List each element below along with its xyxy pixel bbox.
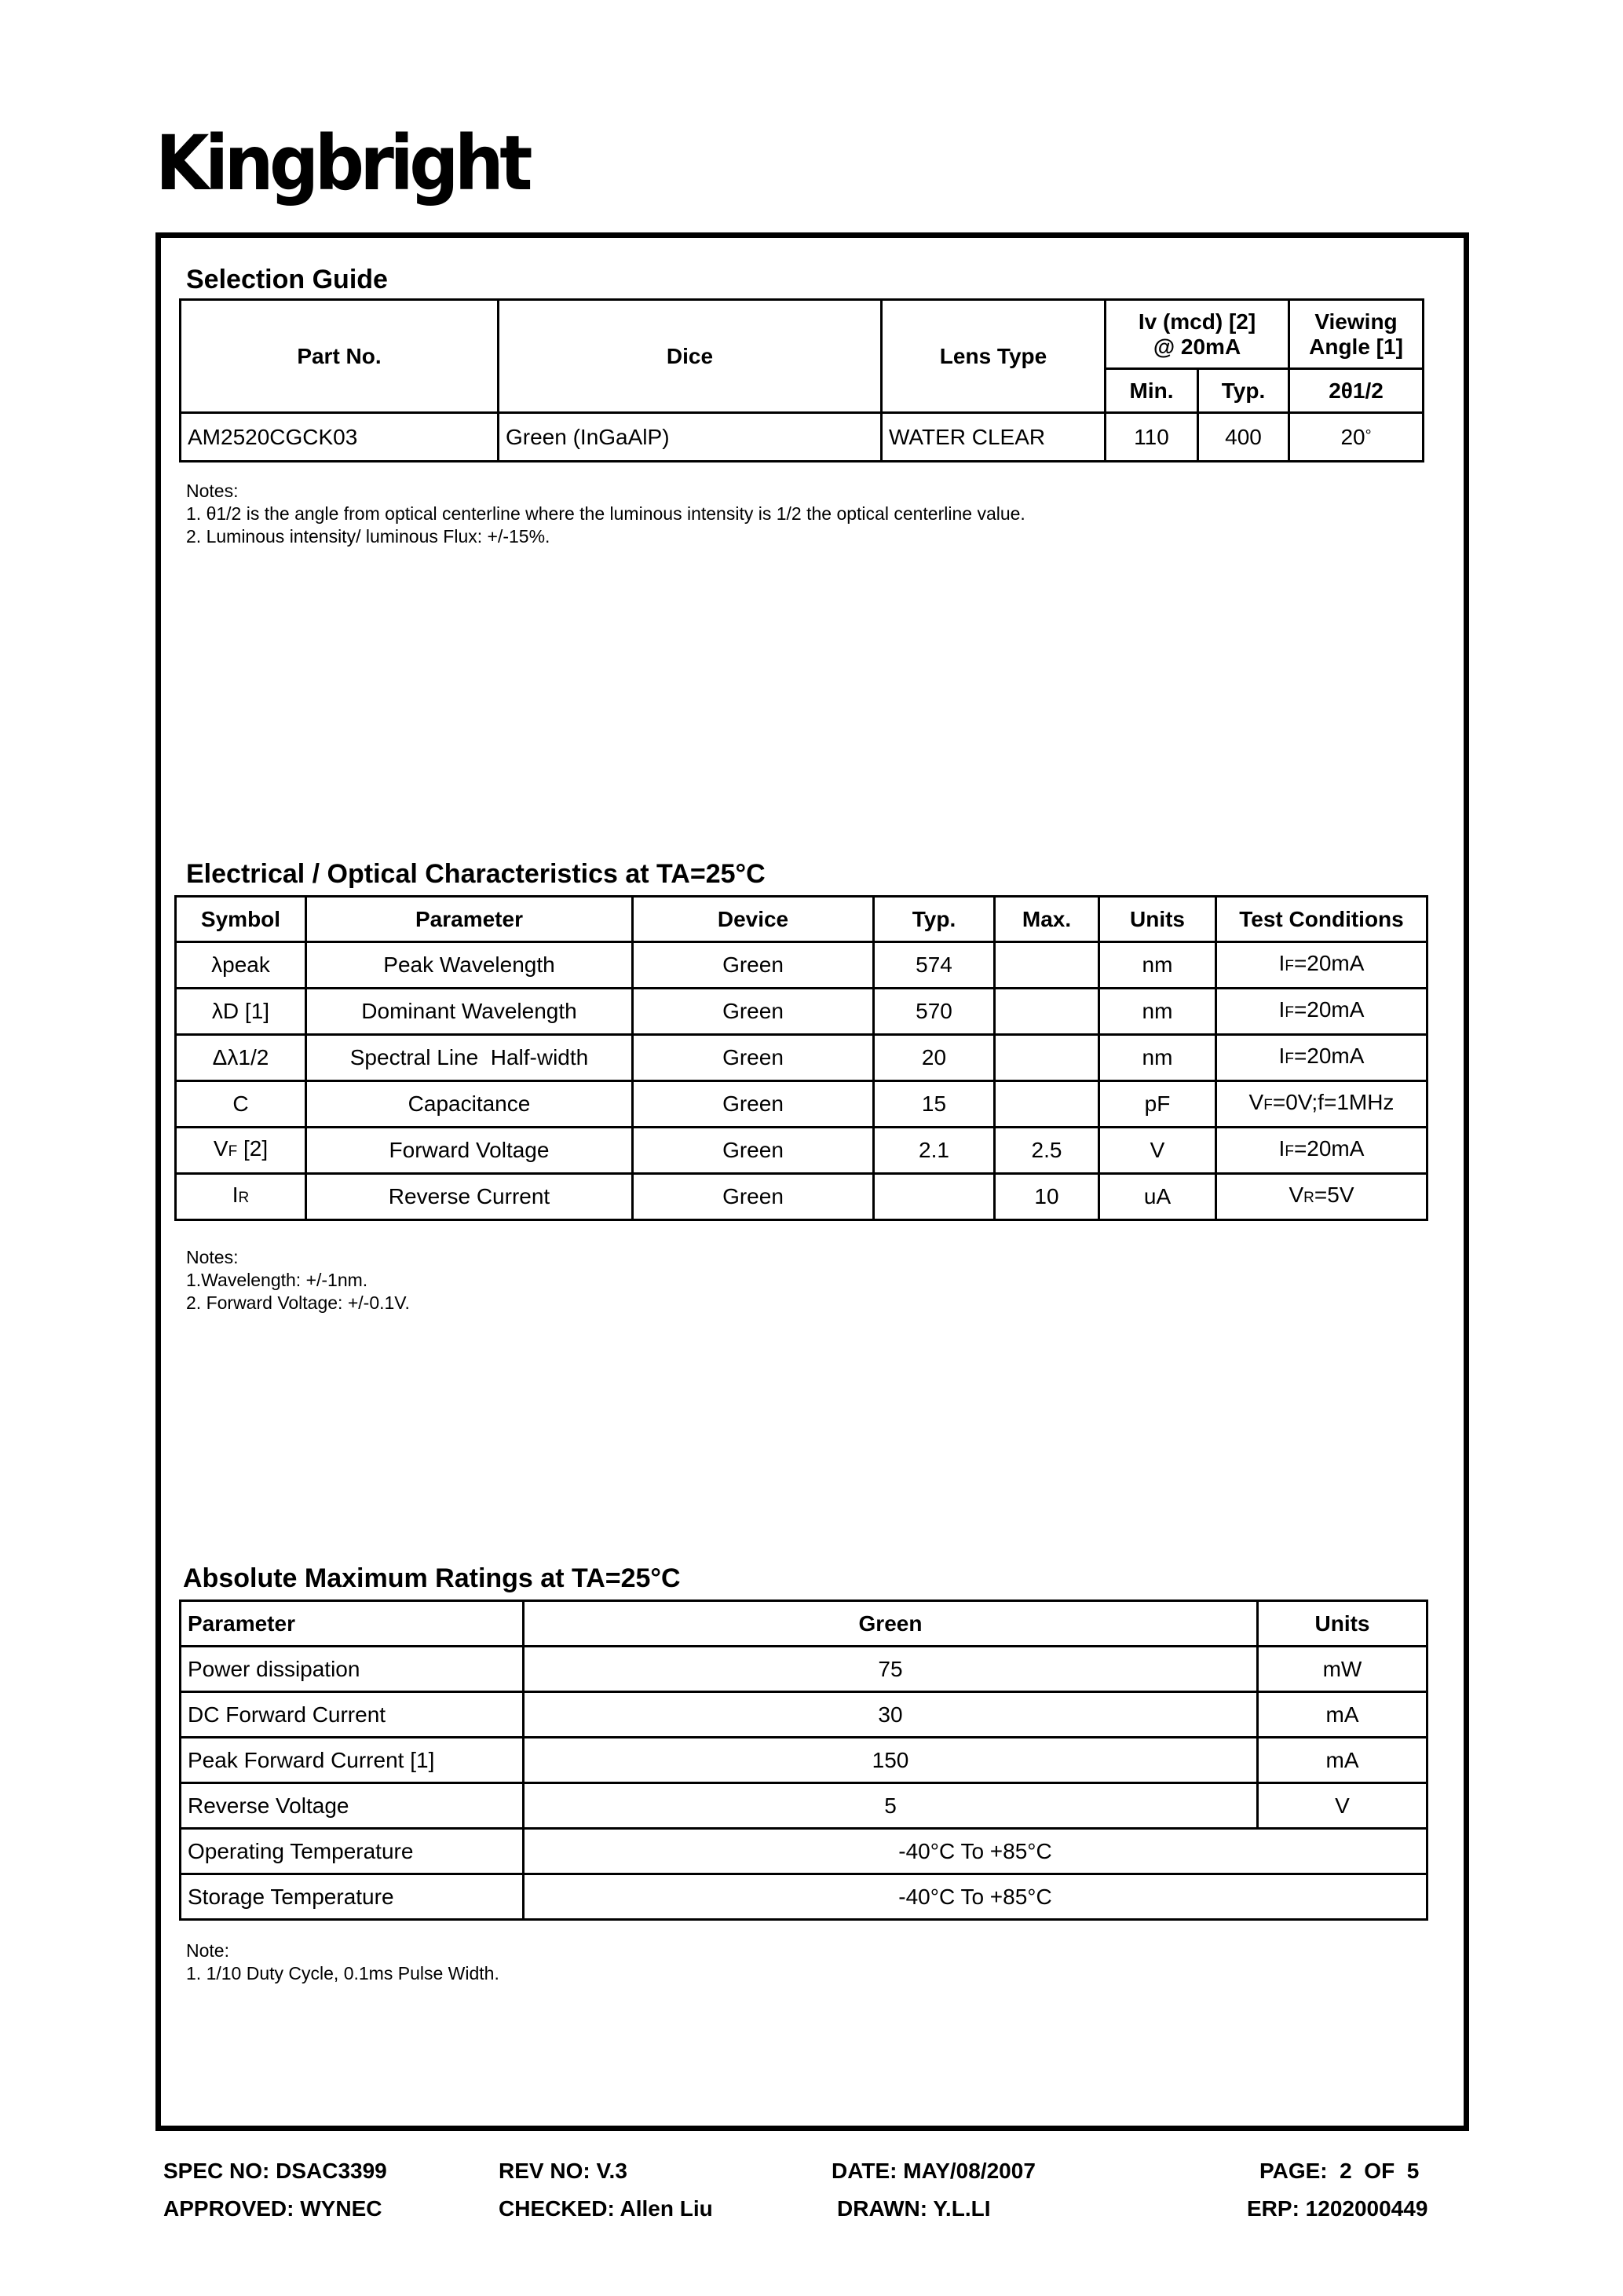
device-cell: Green	[633, 1174, 874, 1220]
header-units: Units	[1258, 1601, 1427, 1647]
max-cell: 10	[995, 1174, 1099, 1220]
note-line: Note:	[186, 1940, 229, 1961]
parameter-cell: Reverse Voltage	[181, 1783, 524, 1829]
electrical-table	[174, 895, 1428, 1221]
absolute-notes	[186, 1940, 499, 1985]
approved-by: APPROVED: WYNEC	[163, 2196, 382, 2221]
header-typ: Typ.	[1198, 369, 1289, 413]
header-theta: 2θ1/2	[1289, 369, 1424, 413]
typ-cell	[874, 1174, 995, 1220]
header-units: Units	[1099, 897, 1216, 942]
green-value-cell: 30	[524, 1692, 1258, 1738]
dice-cell: Green (InGaAlP)	[499, 413, 882, 462]
condition-value: =0V;f=1MHz	[1272, 1090, 1395, 1114]
table-row	[181, 1692, 1427, 1738]
selection-guide-table	[179, 298, 1424, 462]
device-cell: Green	[633, 989, 874, 1035]
header-parameter: Parameter	[306, 897, 633, 942]
parameter-cell: Forward Voltage	[306, 1128, 633, 1174]
units-cell: mA	[1258, 1738, 1427, 1783]
absolute-ratings-title: Absolute Maximum Ratings at TA=25°C	[183, 1563, 681, 1593]
parameter-cell: Reverse Current	[306, 1174, 633, 1220]
green-value-cell: 150	[524, 1738, 1258, 1783]
drawn-by: DRAWN: Y.L.LI	[837, 2196, 991, 2221]
table-row	[176, 942, 1427, 989]
condition-value: =20mA	[1293, 1136, 1365, 1161]
part-no-cell: AM2520CGCK03	[181, 413, 499, 462]
symbol-cell	[176, 1174, 306, 1220]
units-cell: V	[1258, 1783, 1427, 1829]
condition-symbol: I	[1278, 1044, 1285, 1068]
units-cell: mW	[1258, 1647, 1427, 1692]
table-row	[176, 989, 1427, 1035]
max-cell	[995, 989, 1099, 1035]
units-cell: nm	[1099, 989, 1216, 1035]
condition-subscript: F	[1285, 1051, 1294, 1067]
electrical-notes	[186, 1246, 410, 1314]
table-row	[176, 1081, 1427, 1128]
condition-symbol: I	[1278, 997, 1285, 1022]
date: DATE: MAY/08/2007	[832, 2159, 1036, 2183]
lens-type-cell: WATER CLEAR	[882, 413, 1106, 462]
selection-notes	[186, 480, 1025, 548]
header-green: Green	[524, 1601, 1258, 1647]
condition-cell	[1216, 1128, 1427, 1174]
angle-cell	[1289, 413, 1424, 462]
selection-header-row	[181, 300, 1424, 369]
units-cell: nm	[1099, 1035, 1216, 1081]
typ-cell: 574	[874, 942, 995, 989]
table-row	[181, 413, 1424, 462]
header-parameter: Parameter	[181, 1601, 524, 1647]
electrical-title: Electrical / Optical Characteristics at TA=25°C	[186, 859, 766, 889]
symbol-subscript: F	[228, 1143, 238, 1160]
table-row	[181, 1738, 1427, 1783]
note-line: 1.Wavelength: +/-1nm.	[186, 1270, 368, 1290]
parameter-cell: Operating Temperature	[181, 1829, 524, 1874]
angle-value: 20	[1340, 424, 1365, 449]
symbol-cell: λpeak	[176, 942, 306, 989]
symbol-cell: Δλ1/2	[176, 1035, 306, 1081]
header-iv-line2: @ 20mA	[1153, 334, 1241, 359]
kingbright-logo: Kingbright	[155, 119, 528, 207]
max-cell: 2.5	[995, 1128, 1099, 1174]
table-row	[181, 1829, 1427, 1874]
symbol-letter: V	[213, 1136, 228, 1161]
condition-value: =5V	[1314, 1183, 1354, 1207]
units-cell: mA	[1258, 1692, 1427, 1738]
header-viewing-angle	[1289, 300, 1424, 369]
device-cell: Green	[633, 942, 874, 989]
condition-subscript: F	[1285, 1143, 1294, 1160]
header-max: Max.	[995, 897, 1099, 942]
condition-symbol: I	[1278, 1136, 1285, 1161]
condition-subscript: R	[1303, 1190, 1314, 1206]
table-row	[181, 1874, 1427, 1920]
max-cell	[995, 1035, 1099, 1081]
checked-by: CHECKED: Allen Liu	[499, 2196, 713, 2221]
header-typ: Typ.	[874, 897, 995, 942]
absolute-header-row	[181, 1601, 1427, 1647]
selection-guide-title: Selection Guide	[186, 265, 388, 294]
parameter-cell: Power dissipation	[181, 1647, 524, 1692]
table-row	[176, 1035, 1427, 1081]
parameter-cell: Storage Temperature	[181, 1874, 524, 1920]
condition-value: =20mA	[1293, 997, 1365, 1022]
condition-cell	[1216, 989, 1427, 1035]
condition-cell	[1216, 1035, 1427, 1081]
iv-min-cell: 110	[1106, 413, 1198, 462]
iv-typ-cell: 400	[1198, 413, 1289, 462]
device-cell: Green	[633, 1128, 874, 1174]
temperature-range-cell: -40°C To +85°C	[524, 1874, 1427, 1920]
spec-no: SPEC NO: DSAC3399	[163, 2159, 387, 2183]
device-cell: Green	[633, 1081, 874, 1128]
note-line: 1. θ1/2 is the angle from optical centerline where the luminous intensity is 1/2 the optical centerline value.	[186, 503, 1025, 524]
units-cell: nm	[1099, 942, 1216, 989]
erp-number: ERP: 1202000449	[1247, 2196, 1428, 2221]
condition-value: =20mA	[1293, 1044, 1365, 1068]
table-row	[176, 1128, 1427, 1174]
typ-cell: 2.1	[874, 1128, 995, 1174]
header-view-line2: Angle [1]	[1309, 334, 1403, 359]
green-value-cell: 5	[524, 1783, 1258, 1829]
header-dice: Dice	[499, 300, 882, 413]
symbol-cell: C	[176, 1081, 306, 1128]
green-value-cell: 75	[524, 1647, 1258, 1692]
note-line: Notes:	[186, 481, 239, 501]
condition-subscript: F	[1285, 958, 1294, 974]
header-device: Device	[633, 897, 874, 942]
parameter-cell: Peak Wavelength	[306, 942, 633, 989]
temperature-range-cell: -40°C To +85°C	[524, 1829, 1427, 1874]
rev-no: REV NO: V.3	[499, 2159, 627, 2183]
parameter-cell: Dominant Wavelength	[306, 989, 633, 1035]
units-cell: uA	[1099, 1174, 1216, 1220]
header-iv	[1106, 300, 1289, 369]
header-lens-type: Lens Type	[882, 300, 1106, 413]
header-min: Min.	[1106, 369, 1198, 413]
max-cell	[995, 942, 1099, 989]
symbol-note: [2]	[237, 1136, 269, 1161]
note-line: 2. Forward Voltage: +/-0.1V.	[186, 1292, 410, 1313]
device-cell: Green	[633, 1035, 874, 1081]
header-part-no: Part No.	[181, 300, 499, 413]
condition-symbol: V	[1289, 1183, 1304, 1207]
note-line: 2. Luminous intensity/ luminous Flux: +/-15%.	[186, 526, 550, 547]
condition-subscript: F	[1263, 1097, 1273, 1113]
electrical-header-row	[176, 897, 1427, 942]
note-line: 1. 1/10 Duty Cycle, 0.1ms Pulse Width.	[186, 1963, 499, 1983]
absolute-ratings-table	[179, 1600, 1428, 1921]
symbol-subscript: R	[238, 1190, 250, 1206]
typ-cell: 570	[874, 989, 995, 1035]
condition-symbol: V	[1248, 1090, 1264, 1114]
header-iv-line1: Iv (mcd) [2]	[1138, 309, 1256, 334]
parameter-cell: Capacitance	[306, 1081, 633, 1128]
parameter-cell: DC Forward Current	[181, 1692, 524, 1738]
page-number: PAGE: 2 OF 5	[1259, 2159, 1420, 2183]
header-test-conditions: Test Conditions	[1216, 897, 1427, 942]
table-row	[181, 1647, 1427, 1692]
table-row	[176, 1174, 1427, 1220]
condition-cell	[1216, 1174, 1427, 1220]
symbol-cell	[176, 1128, 306, 1174]
condition-cell	[1216, 942, 1427, 989]
parameter-cell: Spectral Line Half-width	[306, 1035, 633, 1081]
table-row	[181, 1783, 1427, 1829]
angle-unit: °	[1365, 426, 1372, 444]
condition-cell	[1216, 1081, 1427, 1128]
typ-cell: 15	[874, 1081, 995, 1128]
units-cell: pF	[1099, 1081, 1216, 1128]
condition-value: =20mA	[1293, 951, 1365, 975]
typ-cell: 20	[874, 1035, 995, 1081]
condition-symbol: I	[1278, 951, 1285, 975]
header-view-line1: Viewing	[1314, 309, 1398, 334]
symbol-letter: I	[232, 1183, 239, 1207]
units-cell: V	[1099, 1128, 1216, 1174]
note-line: Notes:	[186, 1247, 239, 1267]
max-cell	[995, 1081, 1099, 1128]
symbol-cell: λD [1]	[176, 989, 306, 1035]
header-symbol: Symbol	[176, 897, 306, 942]
parameter-cell: Peak Forward Current [1]	[181, 1738, 524, 1783]
condition-subscript: F	[1285, 1004, 1294, 1021]
